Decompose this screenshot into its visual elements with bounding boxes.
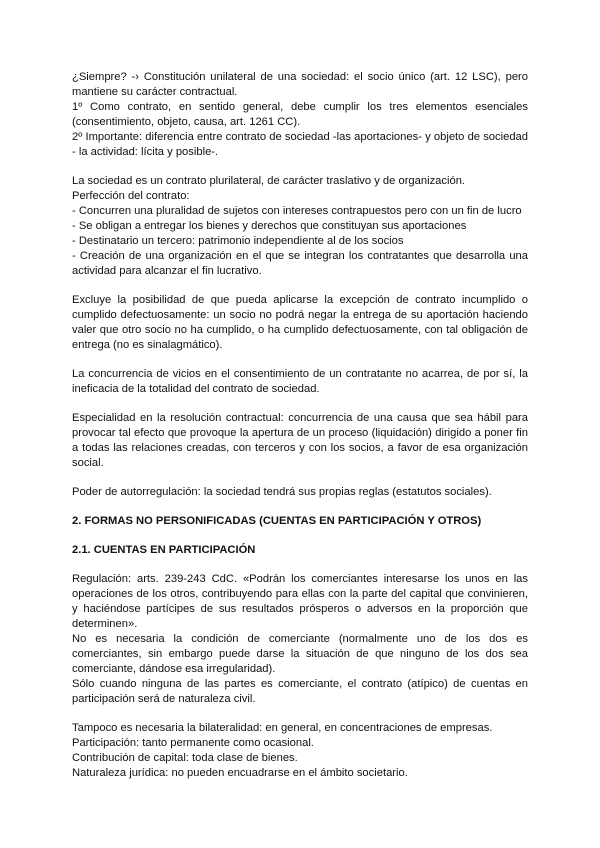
autorregulacion-block (72, 485, 528, 500)
perfeccion-item: - Creación de una organización en el que se integran los contratantes que desarrolla una actividad para alcanzar el fin lucrativo. (72, 250, 528, 277)
cuentas-paragraph-3: Sólo cuando ninguna de las partes es comerciante, el contrato (atípico) de cuentas en participación será de naturaleza civil. (72, 678, 528, 705)
section-2-1-heading: 2.1. CUENTAS EN PARTICIPACIÓN (72, 544, 256, 556)
intro-paragraph-1: ¿Siempre? -› Constitución unilateral de una sociedad: el socio único (art. 12 LSC), pero mantiene su carácter contractual. (72, 71, 528, 98)
bilateralidad-line: Tampoco es necesaria la bilateralidad: en general, en concentraciones de empresas. (72, 722, 493, 734)
section-2-heading: 2. FORMAS NO PERSONIFICADAS (CUENTAS EN PARTICIPACIÓN Y OTROS) (72, 515, 482, 527)
contribucion-line: Contribución de capital: toda clase de bienes. (72, 752, 298, 764)
document-page (72, 70, 528, 795)
vicios-paragraph: La concurrencia de vicios en el consentimiento de un contratante no acarrea, de por sí, la ineficacia de la totalidad del contrato de sociedad. (72, 368, 528, 395)
perfeccion-intro: La sociedad es un contrato plurilateral, de carácter traslativo y de organización. (72, 175, 466, 187)
especialidad-paragraph: Especialidad en la resolución contractual: concurrencia de una causa que sea hábil para provocar tal efecto que provoque la apertura de un proceso (liquidación) dirigido a poner fin a todas las relaciones creadas, con terceros y con los socios, a favor de esa organización social. (72, 412, 528, 469)
perfeccion-item: - Se obligan a entregar los bienes y derechos que constituyan sus aportaciones (72, 220, 467, 232)
perfeccion-block (72, 174, 528, 279)
intro-block (72, 70, 528, 160)
especialidad-block (72, 411, 528, 471)
cuentas-block (72, 572, 528, 707)
autorregulacion-paragraph: Poder de autorregulación: la sociedad tendrá sus propias reglas (estatutos sociales). (72, 486, 492, 498)
intro-paragraph-2: 1º Como contrato, en sentido general, debe cumplir los tres elementos esenciales (consentimiento, objeto, causa, art. 1261 CC). (72, 101, 528, 128)
cuentas-paragraph-2: No es necesaria la condición de comerciante (normalmente uno de los dos es comerciantes, sin embargo puede darse la situación de que ninguno de los dos sea comerciante, dándose esa irregularidad). (72, 633, 528, 675)
vicios-block (72, 367, 528, 397)
cuentas-paragraph-1: Regulación: arts. 239-243 CdC. «Podrán los comerciantes interesarse los unos en las operaciones de los otros, contribuyendo para ellas con la parte del capital que convinieren, y haciéndose partícipes de sus resultados prósperos o adversos en la proporción que determinen». (72, 573, 528, 630)
perfeccion-item: - Destinatario un tercero: patrimonio independiente al de los socios (72, 235, 404, 247)
perfeccion-title: Perfección del contrato: (72, 190, 190, 202)
participacion-line: Participación: tanto permanente como ocasional. (72, 737, 314, 749)
naturaleza-line: Naturaleza jurídica: no pueden encuadrarse en el ámbito societario. (72, 767, 408, 779)
intro-paragraph-3: 2º Importante: diferencia entre contrato de sociedad -las aportaciones- y objeto de sociedad - la actividad: lícita y posible-. (72, 131, 528, 158)
bilateralidad-block (72, 721, 528, 781)
excluye-paragraph: Excluye la posibilidad de que pueda aplicarse la excepción de contrato incumplido o cumplido defectuosamente: un socio no podrá negar la entrega de su aportación haciendo valer que otro socio no ha cumplido, o ha cumplido defectuosamente, con tal obligación de entrega (no es sinalagmático). (72, 294, 528, 351)
excluye-block (72, 293, 528, 353)
perfeccion-item: - Concurren una pluralidad de sujetos con intereses contrapuestos pero con un fin de lucro (72, 205, 522, 217)
